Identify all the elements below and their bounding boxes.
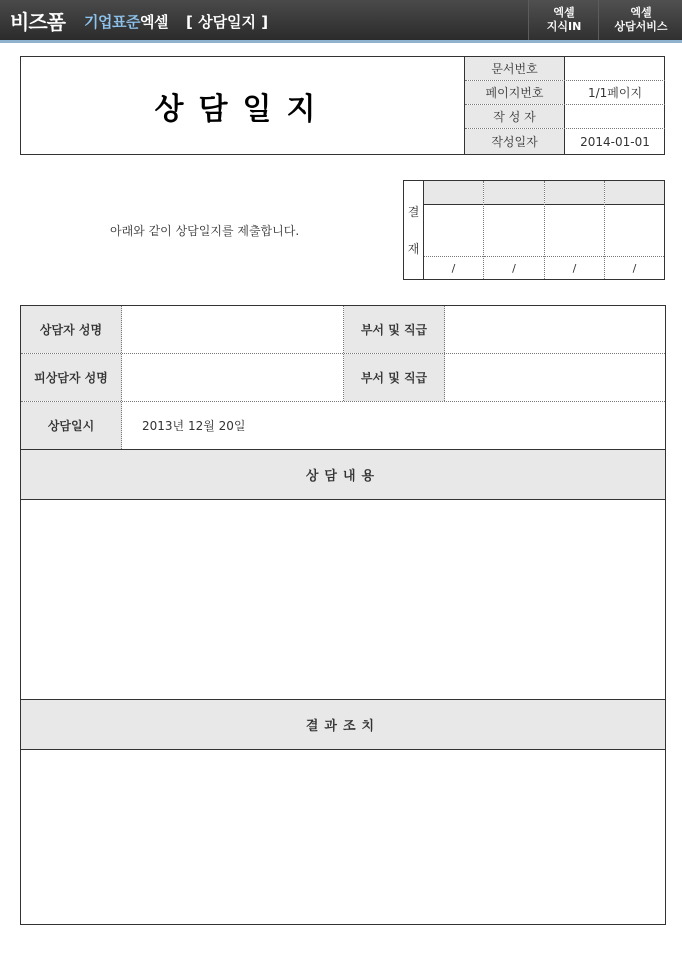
client-label: 피상담자 성명 <box>21 354 122 401</box>
approval-sign-cell[interactable] <box>605 205 664 257</box>
product-name-accent: 기업표준 <box>84 13 140 31</box>
client-dept-field[interactable] <box>445 354 665 401</box>
approval-title-cell[interactable] <box>424 181 483 205</box>
brand-logo[interactable]: 비즈폼 <box>10 10 65 34</box>
approval-date-cell[interactable]: / <box>572 261 577 275</box>
counselor-label: 상담자 성명 <box>21 306 122 353</box>
approval-sign-cell[interactable] <box>484 205 544 257</box>
excel-service-line2: 상담서비스 <box>614 20 668 33</box>
content-section-header: 상담내용 <box>21 450 665 500</box>
approval-title-cell[interactable] <box>605 181 664 205</box>
author-field[interactable] <box>565 105 665 128</box>
meta-label: 페이지번호 <box>465 81 565 104</box>
approval-column <box>424 181 484 279</box>
client-name-field[interactable] <box>122 354 344 401</box>
excel-service-line1: 엑셀 <box>630 6 652 19</box>
meta-label: 문서번호 <box>465 57 565 80</box>
meta-label: 작 성 자 <box>465 105 565 128</box>
counselor-name-field[interactable] <box>122 306 344 353</box>
excel-knowledge-button[interactable] <box>528 0 599 40</box>
doc-number-field[interactable] <box>565 57 665 80</box>
consult-date-field[interactable]: 2013년 12월 20일 <box>142 419 246 433</box>
top-bar-divider <box>0 40 682 43</box>
approval-sign-cell[interactable] <box>545 205 604 257</box>
dept-label: 부서 및 직급 <box>344 354 445 401</box>
meta-row-doc-number <box>465 57 665 81</box>
result-section-header: 결과조치 <box>21 700 665 750</box>
document-meta-table <box>464 57 665 154</box>
approval-date-cell[interactable]: / <box>632 261 637 275</box>
consult-date-label: 상담일시 <box>21 402 122 449</box>
approval-column <box>545 181 605 279</box>
approval-title-cell[interactable] <box>545 181 604 205</box>
document-header <box>20 56 665 155</box>
result-body-field[interactable] <box>21 750 665 924</box>
date-row <box>21 402 665 450</box>
product-name-plain: 엑셀 <box>139 13 168 31</box>
intro-text: 아래와 같이 상담일지를 제출합니다. <box>110 224 300 238</box>
approval-title-cell[interactable] <box>484 181 544 205</box>
approval-column <box>605 181 664 279</box>
meta-row-date <box>465 129 665 154</box>
page-title: 상담일지 <box>154 91 331 127</box>
meta-label: 작성일자 <box>465 129 565 154</box>
approval-date-cell[interactable]: / <box>512 261 516 275</box>
content-body-field[interactable] <box>21 500 665 700</box>
approval-sign-cell[interactable] <box>424 205 483 257</box>
written-date-field[interactable]: 2014-01-01 <box>580 134 650 149</box>
approval-column <box>484 181 545 279</box>
page-number-field[interactable]: 1/1페이지 <box>587 86 643 100</box>
consultation-form <box>20 305 666 925</box>
top-bar <box>0 0 682 40</box>
meta-row-page-number <box>465 81 665 105</box>
excel-service-button[interactable] <box>598 0 682 40</box>
document-title: [ 상담일지 ] <box>186 13 269 31</box>
approval-box <box>403 180 665 280</box>
approval-label-top: 결 <box>407 205 420 219</box>
approval-label <box>404 181 424 279</box>
excel-knowledge-line2: 지식IN <box>546 20 582 33</box>
product-name <box>84 11 168 32</box>
meta-row-author <box>465 105 665 129</box>
client-row <box>21 354 665 402</box>
counselor-row <box>21 306 665 354</box>
approval-date-cell[interactable]: / <box>451 261 456 275</box>
approval-label-bottom: 재 <box>407 242 420 256</box>
counselor-dept-field[interactable] <box>445 306 665 353</box>
excel-knowledge-line1: 엑셀 <box>553 6 575 19</box>
dept-label: 부서 및 직급 <box>344 306 445 353</box>
